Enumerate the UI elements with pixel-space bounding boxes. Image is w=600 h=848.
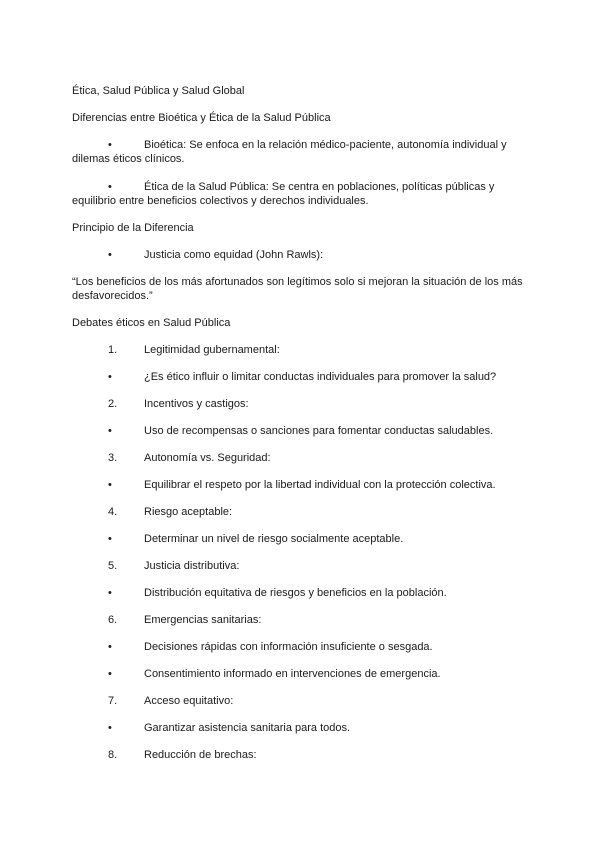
rawls-quote-line2: desfavorecidos.” <box>72 290 153 302</box>
list-marker: 3. <box>108 452 118 464</box>
list-marker: • <box>108 425 112 437</box>
list-item: Acceso equitativo: <box>144 695 234 707</box>
bioethics-item-line1: Bioética: Se enfoca en la relación médico-paciente, autonomía individual y <box>144 139 507 151</box>
section-heading-differences: Diferencias entre Bioética y Ética de la Salud Pública <box>72 112 331 124</box>
list-marker: 4. <box>108 506 118 518</box>
list-item: Riesgo aceptable: <box>144 506 233 518</box>
list-item: Autonomía vs. Seguridad: <box>144 452 271 464</box>
public-health-ethics-item-line1: Ética de la Salud Pública: Se centra en poblaciones, políticas públicas y <box>144 181 495 193</box>
section-heading-difference-principle: Principio de la Diferencia <box>72 222 194 234</box>
list-item: ¿Es ético influir o limitar conductas individuales para promover la salud? <box>144 371 497 383</box>
rawls-item: Justicia como equidad (John Rawls): <box>144 249 324 261</box>
bullet-marker: • <box>108 139 112 151</box>
list-marker: • <box>108 641 112 653</box>
list-marker: • <box>108 371 112 383</box>
bioethics-item-line2: dilemas éticos clínicos. <box>72 153 185 165</box>
list-item: Determinar un nivel de riesgo socialmente aceptable. <box>144 533 404 545</box>
list-item: Decisiones rápidas con información insuficiente o sesgada. <box>144 641 433 653</box>
list-marker: • <box>108 533 112 545</box>
list-marker: • <box>108 587 112 599</box>
list-item: Incentivos y castigos: <box>144 398 249 410</box>
public-health-ethics-item-line2: equilibrio entre beneficios colectivos y derechos individuales. <box>72 195 369 207</box>
list-item: Equilibrar el respeto por la libertad individual con la protección colectiva. <box>144 479 496 491</box>
list-item: Consentimiento informado en intervenciones de emergencia. <box>144 668 441 680</box>
list-marker: • <box>108 668 112 680</box>
section-heading-ethical-debates: Debates éticos en Salud Pública <box>72 317 231 329</box>
bullet-marker: • <box>108 181 112 193</box>
list-item: Emergencias sanitarias: <box>144 614 262 626</box>
list-marker: • <box>108 722 112 734</box>
list-marker: 6. <box>108 614 118 626</box>
list-item: Distribución equitativa de riesgos y beneficios en la población. <box>144 587 447 599</box>
list-marker: 2. <box>108 398 118 410</box>
bullet-marker: • <box>108 249 112 261</box>
list-marker: • <box>108 479 112 491</box>
list-marker: 1. <box>108 344 118 356</box>
list-item: Uso de recompensas o sanciones para fomentar conductas saludables. <box>144 425 494 437</box>
list-item: Reducción de brechas: <box>144 749 257 761</box>
rawls-quote-line1: “Los beneficios de los más afortunados son legítimos solo si mejoran la situación de los más <box>72 276 523 288</box>
list-marker: 8. <box>108 749 118 761</box>
list-marker: 7. <box>108 695 118 707</box>
list-marker: 5. <box>108 560 118 572</box>
list-item: Legitimidad gubernamental: <box>144 344 280 356</box>
list-item: Garantizar asistencia sanitaria para todos. <box>144 722 351 734</box>
list-item: Justicia distributiva: <box>144 560 240 572</box>
document-title: Ética, Salud Pública y Salud Global <box>72 85 245 97</box>
